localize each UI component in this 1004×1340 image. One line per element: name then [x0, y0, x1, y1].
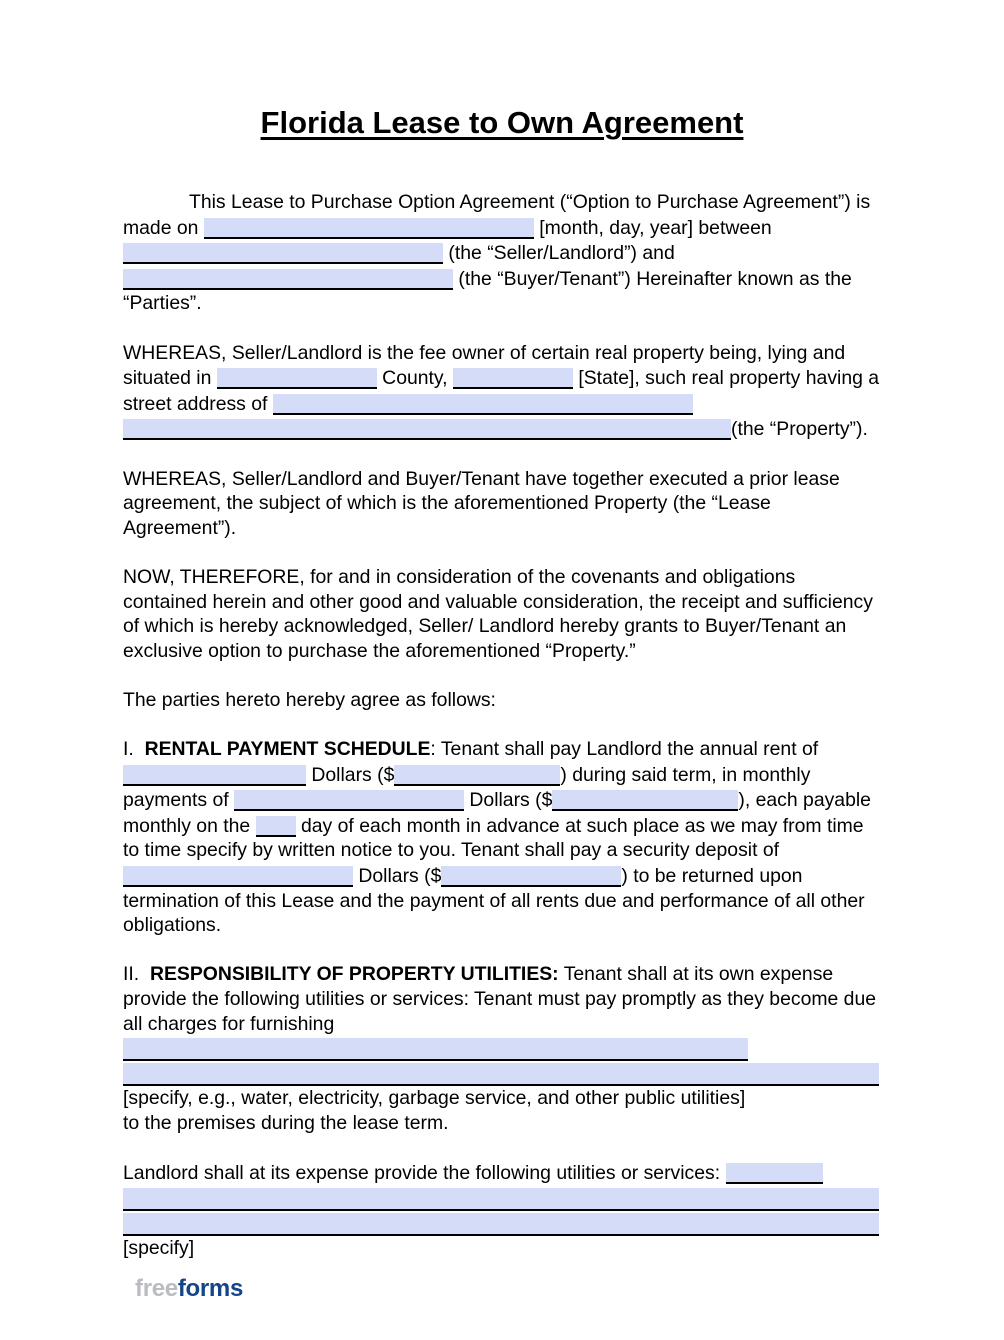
annual-rent-amount-field[interactable] — [394, 765, 560, 786]
landlord-utilities-label: Landlord shall at its expense provide the following utilities or services: — [123, 1161, 726, 1184]
intro-text-1: This Lease to Purchase Option Agreement (“Option to Purchase Agreement”) is made on — [123, 191, 871, 239]
section-1-number: I. — [123, 738, 134, 761]
monthly-payment-words-field[interactable] — [234, 790, 464, 811]
county-field[interactable] — [217, 368, 377, 389]
document-body — [123, 190, 881, 1260]
tenant-utilities-specify-note: [specify, e.g., water, electricity, garbage service, and other public utilities] — [123, 1087, 746, 1110]
section-2-heading: RESPONSIBILITY OF PROPERTY UTILITIES: — [149, 963, 559, 986]
section-1-text-1: : Tenant shall pay Landlord the annual rent of — [430, 738, 819, 761]
intro-paragraph — [123, 190, 881, 316]
whereas1-text-3: [State], such real property having a street address of — [123, 367, 880, 415]
state-field[interactable] — [453, 368, 573, 389]
page-title-text: Florida Lease to Own Agreement — [260, 105, 744, 140]
now-therefore-paragraph: NOW, THEREFORE, for and in consideration of the covenants and obligations contained herein and other good and valuable consideration, the receipt and sufficiency of which is hereby acknowledged, Seller/ Landlord hereby grants to Buyer/Tenant an exclusive option to purchase the aforementioned “Property.” — [123, 565, 873, 662]
whereas-property-paragraph — [123, 341, 881, 442]
intro-text-2: [month, day, year] between — [533, 216, 772, 239]
landlord-utilities-field-line3[interactable] — [123, 1213, 879, 1236]
landlord-utilities-field-line1[interactable] — [726, 1163, 823, 1184]
intro-text-3: (the “Seller/Landlord”) and — [443, 242, 675, 265]
payment-day-field[interactable] — [256, 816, 296, 837]
paragraph-gap — [123, 442, 881, 467]
section-1-text-7: Dollars ($ — [353, 865, 442, 888]
section-1-text-2: Dollars ($ — [306, 763, 395, 786]
paragraph-gap — [123, 663, 881, 688]
security-deposit-words-field[interactable] — [123, 866, 353, 887]
section-1-text-5: ), each payable monthly on the — [123, 789, 871, 837]
section-1-text-4: Dollars ($ — [464, 789, 553, 812]
paragraph-gap — [123, 938, 881, 963]
logo-text-forms: forms — [177, 1275, 244, 1302]
tenant-utilities-term-note: to the premises during the lease term. — [123, 1111, 449, 1134]
parties-agree-line: The parties hereto hereby agree as follows: — [123, 688, 496, 711]
whereas1-text-4: (the “Property”). — [731, 418, 868, 441]
page-title — [0, 0, 1004, 141]
paragraph-gap — [123, 540, 881, 565]
street-address-field-line2[interactable] — [123, 419, 731, 440]
whereas-prior-lease-paragraph: WHEREAS, Seller/Landlord and Buyer/Tenant have together executed a prior lease agreement, the subject of which is the aforementioned Property (the “Lease Agreement”). — [123, 467, 840, 539]
tenant-utilities-field-line2[interactable] — [123, 1063, 879, 1086]
landlord-utilities-line — [123, 1160, 881, 1186]
section-1-text-6: day of each month in advance at such place as we may from time to time specify by written notice to you. Tenant shall pay a security deposit of — [123, 814, 864, 862]
whereas1-text-2: County, — [376, 367, 453, 390]
street-address-field-line1[interactable] — [273, 394, 693, 415]
section-responsibility-of-property-utilities — [123, 962, 881, 1036]
section-2-text-1: Tenant shall at its own expense provide the following utilities or services: Tenant must pay promptly as they become due all charges for furnishing — [123, 963, 877, 1035]
buyer-tenant-name-field[interactable] — [123, 269, 453, 290]
freeforms-logo[interactable] — [135, 1275, 243, 1303]
date-field[interactable] — [204, 218, 534, 239]
paragraph-gap — [123, 712, 881, 737]
intro-text-4: (the “Buyer/Tenant”) Hereinafter known as the “Parties”. — [123, 267, 852, 315]
section-1-text-3: ) during said term, in monthly payments of — [123, 763, 811, 812]
tenant-utilities-field-line1[interactable] — [123, 1038, 748, 1061]
landlord-utilities-specify-note: [specify] — [123, 1236, 195, 1259]
monthly-payment-amount-field[interactable] — [552, 790, 738, 811]
paragraph-gap — [123, 316, 881, 341]
seller-landlord-name-field[interactable] — [123, 243, 443, 264]
section-rental-payment-schedule — [123, 737, 881, 938]
annual-rent-words-field[interactable] — [123, 765, 306, 786]
landlord-utilities-field-line2[interactable] — [123, 1188, 879, 1211]
whereas1-text-1: WHEREAS, Seller/Landlord is the fee owner of certain real property being, lying and situated in — [123, 341, 846, 390]
section-1-text-8: ) to be returned upon termination of this Lease and the payment of all rents due and performance of all other obligations. — [123, 865, 865, 937]
logo-text-free: free — [135, 1275, 178, 1302]
section-2-number: II. — [123, 963, 140, 986]
security-deposit-amount-field[interactable] — [441, 866, 621, 887]
section-1-heading: RENTAL PAYMENT SCHEDULE — [144, 738, 431, 761]
paragraph-gap — [123, 1135, 881, 1160]
